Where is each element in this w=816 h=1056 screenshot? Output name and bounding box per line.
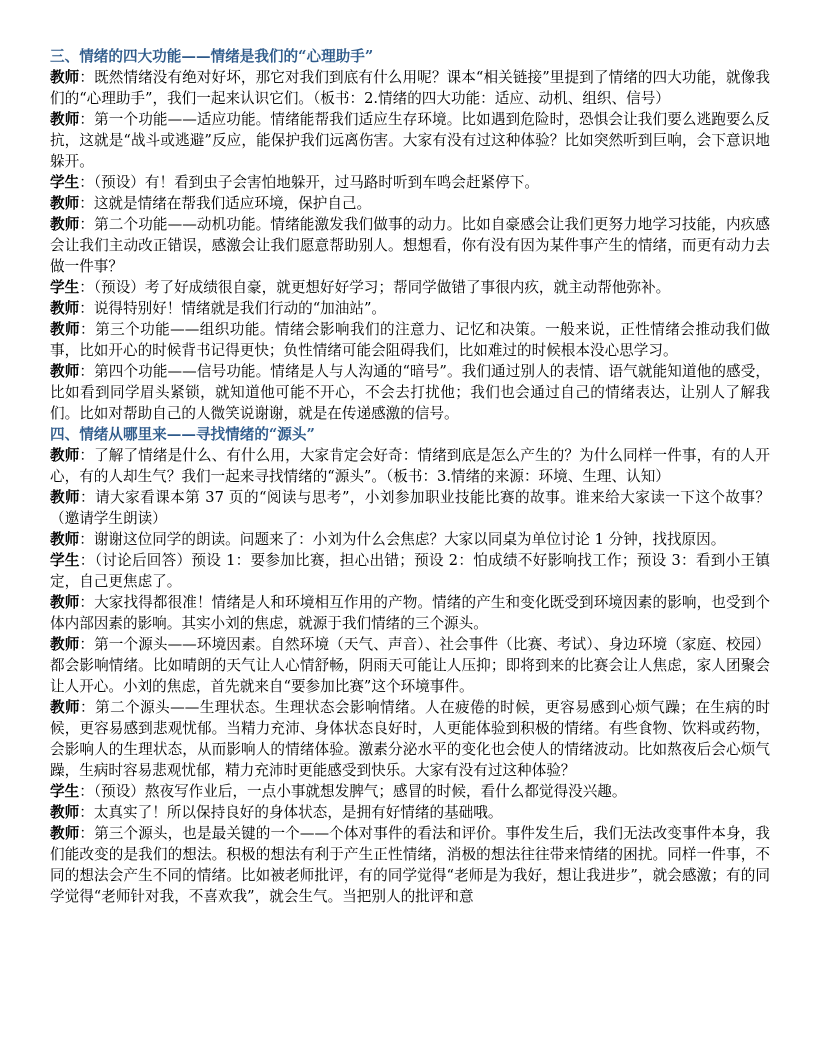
paragraph-text: 第三个功能——组织功能。情绪会影响我们的注意力、记忆和决策。一般来说，正性情绪会推动我们做事，比如开心的时候背书记得更快；负性情绪可能会阻碍我们，比如难过的时候根本没心思学习。: [50, 321, 770, 359]
dialogue-paragraph: [50, 319, 770, 361]
speaker-separator: ：: [79, 531, 94, 548]
dialogue-paragraph: [50, 802, 770, 823]
speaker-label: 教师: [50, 216, 80, 233]
speaker-separator: ：: [79, 804, 94, 821]
dialogue-paragraph: [50, 361, 770, 424]
speaker-label: 教师: [50, 804, 80, 821]
speaker-label: 学生: [50, 279, 80, 296]
paragraph-text: 了解了情绪是什么、有什么用，大家肯定会好奇：情绪到底是怎么产生的？为什么同样一件事，有的人开心，有的人却生气？我们一起来寻找情绪的“源头”。（板书：3.情绪的来源：环境、生理、认知）: [50, 447, 770, 485]
paragraph-text: 第四个功能——信号功能。情绪是人与人沟通的“暗号”。我们通过别人的表情、语气就能知道他的感受，比如看到同学眉头紧锁，就知道他可能不开心，不会去打扰他；我们也会通过自己的情绪表达，让别人了解我们。比如对帮助自己的人微笑说谢谢，就是在传递感激的信号。: [50, 363, 770, 422]
paragraph-text: （预设）考了好成绩很自豪，就更想好好学习；帮同学做错了事很内疚，就主动帮他弥补。: [93, 279, 671, 296]
dialogue-paragraph: [50, 109, 770, 172]
speaker-label: 教师: [50, 636, 80, 653]
dialogue-paragraph: [50, 823, 770, 907]
paragraph-text: 第一个源头——环境因素。自然环境（天气、声音）、社会事件（比赛、考试）、身边环境（家庭、校园）都会影响情绪。比如晴朗的天气让人心情舒畅，阴雨天可能让人压抑；即将到来的比赛会让人焦虑，家人团聚会让人开心。小刘的焦虑，首先就来自“要参加比赛”这个环境事件。: [50, 636, 770, 695]
paragraph-text: 说得特别好！情绪就是我们行动的“加油站”。: [93, 300, 387, 317]
paragraph-text: （预设）有！看到虫子会害怕地躲开，过马路时听到车鸣会赶紧停下。: [93, 174, 539, 191]
dialogue-paragraph: [50, 172, 770, 193]
speaker-label: 教师: [50, 699, 81, 716]
dialogue-paragraph: [50, 193, 770, 214]
speaker-label: 教师: [50, 69, 80, 86]
speaker-separator: ：: [80, 489, 96, 506]
speaker-separator: ：: [79, 195, 94, 212]
dialogue-paragraph: [50, 634, 770, 697]
dialogue-paragraph: [50, 697, 770, 781]
speaker-label: 教师: [50, 363, 80, 380]
document-page: [50, 46, 770, 907]
dialogue-paragraph: [50, 592, 770, 634]
paragraph-text: 请大家看课本第 37 页的“阅读与思考”，小刘参加职业技能比赛的故事。谁来给大家读一下这个故事？（邀请学生朗读）: [50, 489, 770, 527]
speaker-label: 学生: [50, 552, 80, 569]
speaker-label: 教师: [50, 531, 80, 548]
paragraph-text: 第二个源头——生理状态。生理状态会影响情绪。人在疲倦的时候，更容易感到心烦气躁；在生病的时候，更容易感到悲观忧郁。当精力充沛、身体状态良好时，人更能体验到积极的情绪。有些食物、饮料或药物，会影响人的生理状态，从而影响人的情绪体验。激素分泌水平的变化也会使人的情绪波动。比如熬夜后会心烦气躁，生病时容易悲观忧郁，精力充沛时更能感受到快乐。大家有没有过这种体验？: [50, 699, 770, 779]
speaker-separator: ：: [79, 300, 94, 317]
paragraph-text: 既然情绪没有绝对好坏，那它对我们到底有什么用呢？课本“相关链接”里提到了情绪的四大功能，就像我们的“心理助手”，我们一起来认识它们。（板书：2.情绪的四大功能：适应、动机、组织、信号）: [50, 69, 770, 107]
speaker-label: 教师: [50, 321, 81, 338]
dialogue-paragraph: [50, 277, 770, 298]
dialogue-paragraph: [50, 67, 770, 109]
paragraph-text: 大家找得都很准！情绪是人和环境相互作用的产物。情绪的产生和变化既受到环境因素的影响，也受到个体内部因素的影响。其实小刘的焦虑，就源于我们情绪的三个源头。: [50, 594, 770, 632]
section-heading: 四、情绪从哪里来——寻找情绪的“源头”: [50, 426, 315, 443]
paragraph-text: （预设）熬夜写作业后，一点小事就想发脾气；感冒的时候，看什么都觉得没兴趣。: [93, 783, 627, 800]
speaker-separator: ：: [80, 321, 96, 338]
speaker-separator: ：: [79, 69, 95, 86]
speaker-separator: ：: [79, 363, 95, 380]
speaker-separator: ：: [80, 699, 96, 716]
speaker-label: 教师: [50, 447, 80, 464]
speaker-separator: ：: [79, 783, 94, 800]
speaker-label: 教师: [50, 195, 80, 212]
dialogue-paragraph: [50, 550, 770, 592]
speaker-separator: ：: [79, 279, 94, 296]
speaker-separator: ：: [79, 216, 95, 233]
section-heading: 三、情绪的四大功能——情绪是我们的“心理助手”: [50, 48, 374, 65]
speaker-separator: ：: [79, 552, 95, 569]
dialogue-paragraph: [50, 781, 770, 802]
dialogue-paragraph: [50, 487, 770, 529]
dialogue-paragraph: [50, 214, 770, 277]
paragraph-text: 这就是情绪在帮我们适应环境，保护自己。: [93, 195, 372, 212]
paragraph-text: 第三个源头，也是最关键的一个——个体对事件的看法和评价。事件发生后，我们无法改变事件本身，我们能改变的是我们的想法。积极的想法有利于产生正性情绪，消极的想法往往带来情绪的困扰。同样一件事，不同的想法会产生不同的情绪。比如被老师批评，有的同学觉得“老师是为我好，想让我进步”，就会感激；有的同学觉得“老师针对我，不喜欢我”，就会生气。当把别人的批评和意: [50, 825, 770, 905]
paragraph-text: （讨论后回答）预设 1：要参加比赛，担心出错；预设 2：怕成绩不好影响找工作；预设 3：看到小王镇定，自己更焦虑了。: [50, 552, 770, 590]
speaker-label: 教师: [50, 825, 80, 842]
speaker-separator: ：: [79, 447, 95, 464]
speaker-separator: ：: [79, 174, 94, 191]
speaker-label: 学生: [50, 783, 80, 800]
speaker-label: 教师: [50, 594, 80, 611]
paragraph-text: 太真实了！所以保持良好的身体状态，是拥有好情绪的基础哦。: [93, 804, 503, 821]
paragraph-text: 第二个功能——动机功能。情绪能激发我们做事的动力。比如自豪感会让我们更努力地学习技能，内疚感会让我们主动改正错误，感激会让我们愿意帮助别人。想想看，你有没有因为某件事产生的情绪，而更有动力去做一件事？: [50, 216, 770, 275]
paragraph-text: 第一个功能——适应功能。情绪能帮我们适应生存环境。比如遇到危险时，恐惧会让我们要么逃跑要么反抗，这就是“战斗或逃避”反应，能保护我们远离伤害。大家有没有过这种体验？比如突然听到巨响，会下意识地躲开。: [50, 111, 770, 170]
speaker-separator: ：: [79, 111, 95, 128]
speaker-separator: ：: [79, 636, 95, 653]
speaker-separator: ：: [79, 825, 95, 842]
speaker-separator: ：: [79, 594, 95, 611]
paragraph-text: 谢谢这位同学的朗读。问题来了：小刘为什么会焦虑？大家以同桌为单位讨论 1 分钟，找找原因。: [93, 531, 726, 548]
dialogue-paragraph: [50, 298, 770, 319]
dialogue-paragraph: [50, 529, 770, 550]
speaker-label: 学生: [50, 174, 80, 191]
dialogue-paragraph: [50, 445, 770, 487]
speaker-label: 教师: [50, 300, 80, 317]
speaker-label: 教师: [50, 111, 80, 128]
speaker-label: 教师: [50, 489, 81, 506]
